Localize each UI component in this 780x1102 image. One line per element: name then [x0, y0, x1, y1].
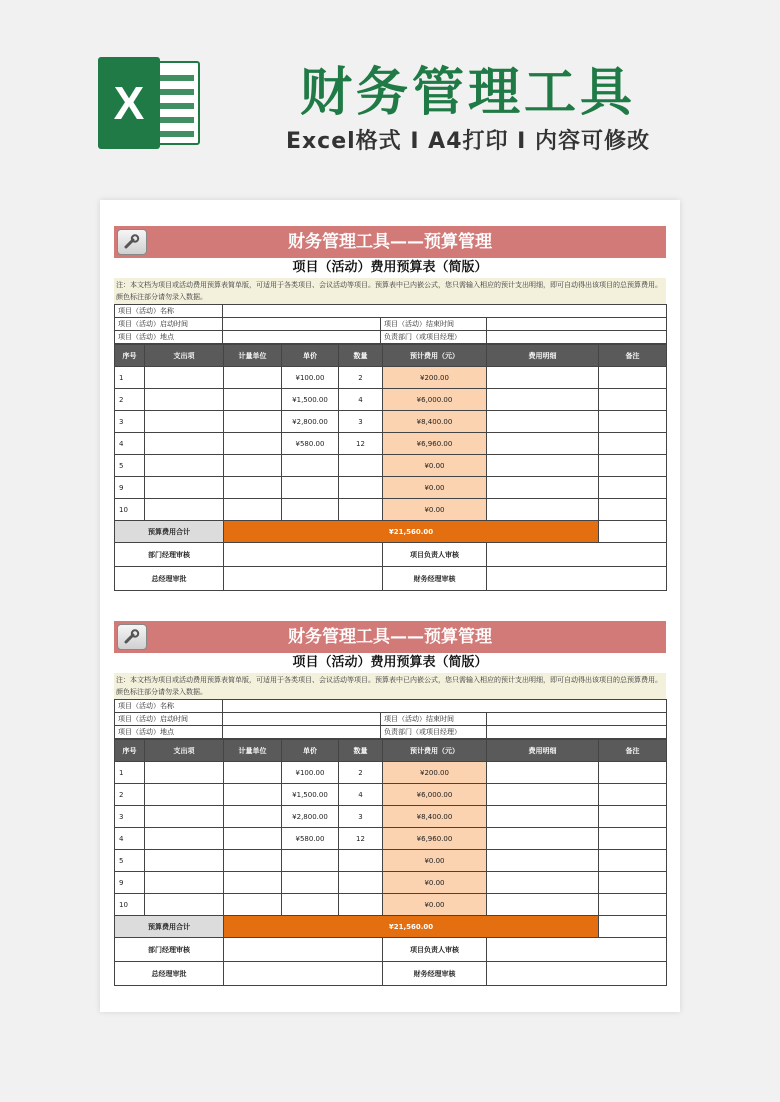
department-cell[interactable] — [487, 331, 667, 344]
location-cell[interactable] — [223, 331, 381, 344]
table-row — [115, 367, 667, 389]
usage-note: 注：本文档为项目或活动费用预算表简单版，可适用于各类项目、会议活动等项目。预算表中已内嵌公式，您只需输入相应的预计支出明细，即可自动得出该项目的总预算费用。颜色标注部分请勿录入数据。 — [114, 278, 666, 304]
table-row — [115, 477, 667, 499]
cell-price[interactable]: ¥100.00 — [282, 762, 339, 784]
cell-qty[interactable] — [339, 499, 383, 521]
cell-price[interactable]: ¥2,800.00 — [282, 806, 339, 828]
total-value: ¥21,560.00 — [224, 521, 599, 543]
cell-qty[interactable]: 3 — [339, 806, 383, 828]
cell-qty[interactable] — [339, 455, 383, 477]
cell-index[interactable]: 10 — [115, 499, 145, 521]
cell-unit[interactable] — [224, 894, 282, 916]
cell-item[interactable] — [145, 389, 224, 411]
cell-detail[interactable] — [487, 828, 599, 850]
cell-qty[interactable] — [339, 477, 383, 499]
cell-item[interactable] — [145, 762, 224, 784]
cell-cost: ¥8,400.00 — [383, 411, 487, 433]
project-info-table — [114, 699, 667, 739]
cell-unit[interactable] — [224, 367, 282, 389]
cell-index[interactable]: 3 — [115, 411, 145, 433]
cell-item[interactable] — [145, 499, 224, 521]
table-row — [115, 872, 667, 894]
cell-price[interactable]: ¥1,500.00 — [282, 389, 339, 411]
cell-index[interactable]: 5 — [115, 850, 145, 872]
budget-table-title: 项目（活动）费用预算表（简版） — [292, 260, 488, 275]
department-label: 负责部门（或项目经理） — [381, 726, 487, 739]
column-header-remark: 备注 — [599, 345, 667, 367]
table-row — [115, 894, 667, 916]
start-time-label: 项目（活动）启动时间 — [115, 713, 223, 726]
project-name-label: 项目（活动）名称 — [115, 700, 223, 713]
end-time-cell[interactable] — [487, 318, 667, 331]
page-subtitle: Excel格式 I A4打印 I 内容可修改 — [285, 129, 651, 154]
table-row — [115, 411, 667, 433]
usage-note: 注：本文档为项目或活动费用预算表简单版，可适用于各类项目、会议活动等项目。预算表中已内嵌公式，您只需输入相应的预计支出明细，即可自动得出该项目的总预算费用。颜色标注部分请勿录入数据。 — [114, 673, 666, 699]
cell-index[interactable]: 1 — [115, 762, 145, 784]
cell-cost: ¥6,960.00 — [383, 828, 487, 850]
cell-cost: ¥200.00 — [383, 762, 487, 784]
dept-manager-label: 部门经理审核 — [115, 938, 224, 962]
cell-index[interactable]: 9 — [115, 872, 145, 894]
cell-item[interactable] — [145, 850, 224, 872]
page-title: 财务管理工具 — [299, 63, 636, 123]
table-row — [115, 499, 667, 521]
cell-item[interactable] — [145, 828, 224, 850]
cell-qty[interactable]: 2 — [339, 762, 383, 784]
budget-sheet — [114, 621, 666, 986]
location-label: 项目（活动）地点 — [115, 726, 223, 739]
dept-manager-cell[interactable] — [224, 938, 383, 962]
cell-item[interactable] — [145, 433, 224, 455]
cell-cost: ¥6,000.00 — [383, 389, 487, 411]
cell-item[interactable] — [145, 367, 224, 389]
column-header-price: 单价 — [282, 740, 339, 762]
table-row — [115, 850, 667, 872]
cell-detail[interactable] — [487, 894, 599, 916]
cell-item[interactable] — [145, 806, 224, 828]
table-row — [115, 762, 667, 784]
cell-unit[interactable] — [224, 411, 282, 433]
department-label: 负责部门（或项目经理） — [381, 331, 487, 344]
cell-index[interactable]: 5 — [115, 455, 145, 477]
cell-cost: ¥8,400.00 — [383, 806, 487, 828]
column-header-index: 序号 — [115, 345, 145, 367]
cell-remark[interactable] — [599, 806, 667, 828]
end-time-label: 项目（活动）结束时间 — [381, 318, 487, 331]
cell-unit[interactable] — [224, 784, 282, 806]
cell-item[interactable] — [145, 872, 224, 894]
column-header-cost: 预计费用（元） — [383, 740, 487, 762]
table-row — [115, 433, 667, 455]
cell-cost: ¥6,960.00 — [383, 433, 487, 455]
cell-index[interactable]: 4 — [115, 433, 145, 455]
finance-manager-cell[interactable] — [487, 567, 667, 591]
cell-price[interactable]: ¥580.00 — [282, 433, 339, 455]
cell-remark[interactable] — [599, 477, 667, 499]
cell-index[interactable]: 1 — [115, 367, 145, 389]
cell-cost: ¥0.00 — [383, 499, 487, 521]
project-lead-cell[interactable] — [487, 938, 667, 962]
cell-index[interactable]: 4 — [115, 828, 145, 850]
cell-detail[interactable] — [487, 389, 599, 411]
project-lead-cell[interactable] — [487, 543, 667, 567]
budget-table-title: 项目（活动）费用预算表（简版） — [292, 655, 488, 670]
cell-unit[interactable] — [224, 499, 282, 521]
cell-detail[interactable] — [487, 433, 599, 455]
cell-index[interactable]: 3 — [115, 806, 145, 828]
cell-detail[interactable] — [487, 850, 599, 872]
dept-manager-label: 部门经理审核 — [115, 543, 224, 567]
total-remark-cell[interactable] — [599, 521, 667, 543]
cell-qty[interactable]: 12 — [339, 828, 383, 850]
cell-remark[interactable] — [599, 389, 667, 411]
cell-remark[interactable] — [599, 499, 667, 521]
column-header-item: 支出项 — [145, 345, 224, 367]
cell-unit[interactable] — [224, 828, 282, 850]
cell-detail[interactable] — [487, 762, 599, 784]
project-name-label: 项目（活动）名称 — [115, 305, 223, 318]
table-row — [115, 828, 667, 850]
total-label: 预算费用合计 — [115, 916, 224, 938]
cell-price[interactable]: ¥100.00 — [282, 367, 339, 389]
project-name-cell[interactable] — [223, 700, 667, 713]
column-header-unit: 计量单位 — [224, 345, 282, 367]
cell-remark[interactable] — [599, 828, 667, 850]
column-header-qty: 数量 — [339, 345, 383, 367]
cell-qty[interactable]: 4 — [339, 784, 383, 806]
finance-manager-cell[interactable] — [487, 962, 667, 986]
cell-cost: ¥0.00 — [383, 872, 487, 894]
location-label: 项目（活动）地点 — [115, 331, 223, 344]
table-row — [115, 389, 667, 411]
cell-index[interactable]: 2 — [115, 784, 145, 806]
cell-unit[interactable] — [224, 806, 282, 828]
column-header-price: 单价 — [282, 345, 339, 367]
cell-price[interactable] — [282, 872, 339, 894]
end-time-cell[interactable] — [487, 713, 667, 726]
total-label: 预算费用合计 — [115, 521, 224, 543]
cell-price[interactable]: ¥1,500.00 — [282, 784, 339, 806]
start-time-cell[interactable] — [223, 713, 381, 726]
general-manager-label: 总经理审批 — [115, 962, 224, 986]
cell-index[interactable]: 10 — [115, 894, 145, 916]
cell-price[interactable]: ¥2,800.00 — [282, 411, 339, 433]
general-manager-cell[interactable] — [224, 962, 383, 986]
cell-qty[interactable]: 3 — [339, 411, 383, 433]
cell-unit[interactable] — [224, 762, 282, 784]
column-header-detail: 费用明细 — [487, 345, 599, 367]
cell-item[interactable] — [145, 784, 224, 806]
cell-qty[interactable] — [339, 894, 383, 916]
total-value: ¥21,560.00 — [224, 916, 599, 938]
cell-remark[interactable] — [599, 850, 667, 872]
cell-price[interactable] — [282, 499, 339, 521]
cell-index[interactable]: 2 — [115, 389, 145, 411]
start-time-label: 项目（活动）启动时间 — [115, 318, 223, 331]
cell-remark[interactable] — [599, 762, 667, 784]
cell-qty[interactable]: 2 — [339, 367, 383, 389]
column-header-cost: 预计费用（元） — [383, 345, 487, 367]
cell-qty[interactable] — [339, 872, 383, 894]
cell-item[interactable] — [145, 411, 224, 433]
cell-price[interactable] — [282, 455, 339, 477]
cell-unit[interactable] — [224, 433, 282, 455]
cell-item[interactable] — [145, 894, 224, 916]
cell-remark[interactable] — [599, 872, 667, 894]
cell-detail[interactable] — [487, 367, 599, 389]
project-lead-label: 项目负责人审核 — [383, 543, 487, 567]
hero-header — [0, 0, 780, 190]
cell-price[interactable] — [282, 477, 339, 499]
banner-title: 财务管理工具——预算管理 — [288, 627, 492, 647]
cell-detail[interactable] — [487, 872, 599, 894]
cell-item[interactable] — [145, 455, 224, 477]
table-row — [115, 806, 667, 828]
cell-detail[interactable] — [487, 806, 599, 828]
cell-detail[interactable] — [487, 784, 599, 806]
cell-remark[interactable] — [599, 367, 667, 389]
cell-remark[interactable] — [599, 455, 667, 477]
cell-price[interactable] — [282, 850, 339, 872]
budget-sheet — [114, 226, 666, 591]
cell-cost: ¥0.00 — [383, 850, 487, 872]
column-header-item: 支出项 — [145, 740, 224, 762]
sheet-banner — [114, 621, 666, 653]
cell-detail[interactable] — [487, 411, 599, 433]
finance-manager-label: 财务经理审核 — [383, 567, 487, 591]
column-header-remark: 备注 — [599, 740, 667, 762]
cell-detail[interactable] — [487, 477, 599, 499]
cell-qty[interactable] — [339, 850, 383, 872]
column-header-unit: 计量单位 — [224, 740, 282, 762]
finance-manager-label: 财务经理审核 — [383, 962, 487, 986]
general-manager-label: 总经理审批 — [115, 567, 224, 591]
end-time-label: 项目（活动）结束时间 — [381, 713, 487, 726]
general-manager-cell[interactable] — [224, 567, 383, 591]
cell-remark[interactable] — [599, 784, 667, 806]
cell-remark[interactable] — [599, 894, 667, 916]
dept-manager-cell[interactable] — [224, 543, 383, 567]
cell-remark[interactable] — [599, 433, 667, 455]
start-time-cell[interactable] — [223, 318, 381, 331]
cell-detail[interactable] — [487, 499, 599, 521]
excel-logo-letter: X — [98, 57, 160, 149]
cell-unit[interactable] — [224, 477, 282, 499]
cell-cost: ¥6,000.00 — [383, 784, 487, 806]
cell-price[interactable]: ¥580.00 — [282, 828, 339, 850]
project-name-cell[interactable] — [223, 305, 667, 318]
column-header-index: 序号 — [115, 740, 145, 762]
cell-cost: ¥0.00 — [383, 477, 487, 499]
cell-unit[interactable] — [224, 850, 282, 872]
sheet-banner — [114, 226, 666, 258]
cell-item[interactable] — [145, 477, 224, 499]
project-lead-label: 项目负责人审核 — [383, 938, 487, 962]
project-info-table — [114, 304, 667, 344]
cell-remark[interactable] — [599, 411, 667, 433]
cell-detail[interactable] — [487, 455, 599, 477]
column-header-detail: 费用明细 — [487, 740, 599, 762]
cell-unit[interactable] — [224, 389, 282, 411]
cell-qty[interactable]: 12 — [339, 433, 383, 455]
cell-index[interactable]: 9 — [115, 477, 145, 499]
table-row — [115, 455, 667, 477]
excel-logo-icon — [98, 57, 200, 149]
banner-title: 财务管理工具——预算管理 — [288, 232, 492, 252]
total-remark-cell[interactable] — [599, 916, 667, 938]
column-header-qty: 数量 — [339, 740, 383, 762]
cell-cost: ¥0.00 — [383, 455, 487, 477]
location-cell[interactable] — [223, 726, 381, 739]
cell-unit[interactable] — [224, 455, 282, 477]
cell-price[interactable] — [282, 894, 339, 916]
expense-table — [114, 739, 667, 986]
department-cell[interactable] — [487, 726, 667, 739]
table-row — [115, 784, 667, 806]
cell-cost: ¥200.00 — [383, 367, 487, 389]
cell-qty[interactable]: 4 — [339, 389, 383, 411]
expense-table — [114, 344, 667, 591]
cell-cost: ¥0.00 — [383, 894, 487, 916]
cell-unit[interactable] — [224, 872, 282, 894]
